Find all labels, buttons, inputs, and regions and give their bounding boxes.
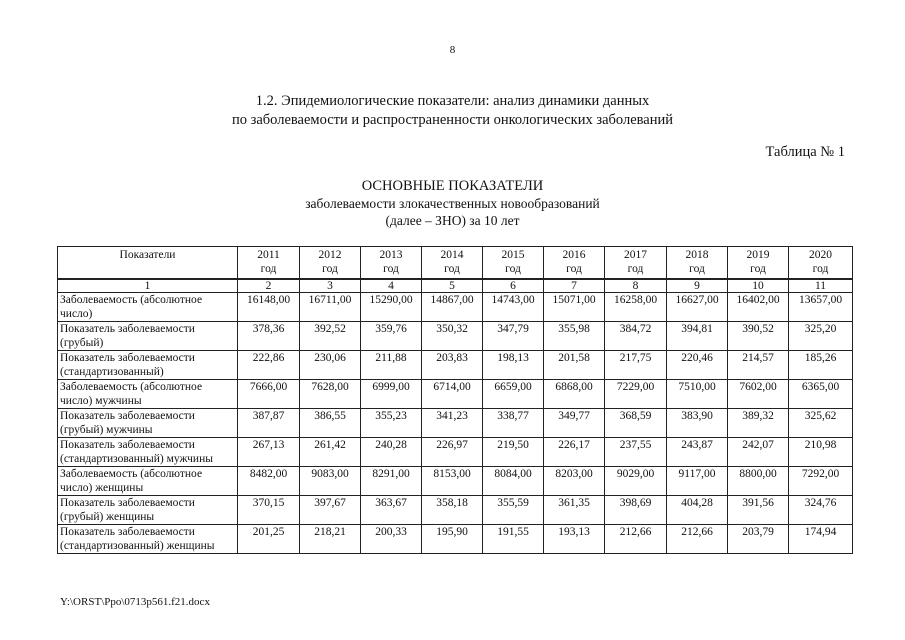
row-value: 7602,00 [728,380,789,409]
row-value: 16402,00 [728,293,789,322]
row-value: 394,81 [667,322,728,351]
row-value: 210,98 [789,438,853,467]
row-value: 203,83 [422,351,483,380]
row-value: 13657,00 [789,293,853,322]
row-value: 240,28 [361,438,422,467]
row-value: 368,59 [605,409,667,438]
row-value: 217,75 [605,351,667,380]
header-year-value: 2016 [562,249,586,261]
row-value: 404,28 [667,496,728,525]
header-year-value: 2018 [685,249,709,261]
header-year [483,247,544,280]
row-value: 6365,00 [789,380,853,409]
row-value: 7229,00 [605,380,667,409]
row-value: 8203,00 [544,467,605,496]
column-number: 9 [667,279,728,293]
table-heading [0,178,905,229]
row-value: 338,77 [483,409,544,438]
row-value: 355,23 [361,409,422,438]
row-value: 14867,00 [422,293,483,322]
row-value: 8084,00 [483,467,544,496]
row-value: 218,21 [300,525,361,554]
row-value: 9117,00 [667,467,728,496]
header-year-value: 2019 [746,249,770,261]
header-year [728,247,789,280]
table-row [58,496,853,525]
header-year-value: 2011 [257,249,280,261]
row-value: 211,88 [361,351,422,380]
row-value: 383,90 [667,409,728,438]
row-value: 243,87 [667,438,728,467]
page-number: 8 [449,44,456,56]
row-label: Заболеваемость (абсолютное число) женщины [58,467,238,496]
header-year-value: 2020 [809,249,832,261]
row-value: 201,58 [544,351,605,380]
header-year-suffix: год [444,263,460,275]
row-label: Показатель заболеваемости (грубый) женщины [58,496,238,525]
header-year [605,247,667,280]
row-value: 325,62 [789,409,853,438]
header-year [238,247,300,280]
header-year-value: 2012 [318,249,342,261]
header-year [300,247,361,280]
footer-file-path: Y:\ORST\Ppo\0713p561.f21.docx [60,596,210,608]
header-year [422,247,483,280]
row-value: 242,07 [728,438,789,467]
header-year-value: 2013 [379,249,403,261]
row-value: 198,13 [483,351,544,380]
column-number: 6 [483,279,544,293]
table-row [58,525,853,554]
row-value: 7628,00 [300,380,361,409]
table-header-row [58,247,853,280]
row-label: Показатель заболеваемости (стандартизованный) мужчины [58,438,238,467]
row-value: 324,76 [789,496,853,525]
row-value: 6714,00 [422,380,483,409]
row-label: Заболеваемость (абсолютное число) мужчины [58,380,238,409]
row-value: 195,90 [422,525,483,554]
header-year-value: 2014 [440,249,464,261]
row-label: Показатель заболеваемости (стандартизованный) женщины [58,525,238,554]
row-value: 370,15 [238,496,300,525]
header-year-suffix: год [566,263,582,275]
section-title-line-2: по заболеваемости и распространенности онкологических заболеваний [231,112,674,128]
row-value: 350,32 [422,322,483,351]
row-value: 16148,00 [238,293,300,322]
row-value: 359,76 [361,322,422,351]
header-year-suffix: год [383,263,399,275]
column-number: 1 [58,279,238,293]
section-title [0,92,905,130]
data-table [57,246,853,554]
row-value: 261,42 [300,438,361,467]
column-number: 4 [361,279,422,293]
column-number: 3 [300,279,361,293]
table-row [58,438,853,467]
row-value: 16258,00 [605,293,667,322]
table-body [58,293,853,554]
header-year-suffix: год [689,263,705,275]
row-value: 9029,00 [605,467,667,496]
table-heading-line-1: ОСНОВНЫЕ ПОКАЗАТЕЛИ [361,178,544,194]
row-label: Показатель заболеваемости (стандартизованный) [58,351,238,380]
row-value: 212,66 [605,525,667,554]
column-number: 2 [238,279,300,293]
row-value: 7666,00 [238,380,300,409]
column-number: 5 [422,279,483,293]
row-value: 355,59 [483,496,544,525]
row-value: 398,69 [605,496,667,525]
row-value: 191,55 [483,525,544,554]
row-value: 8291,00 [361,467,422,496]
header-year [361,247,422,280]
row-value: 203,79 [728,525,789,554]
row-value: 392,52 [300,322,361,351]
header-year [667,247,728,280]
column-number: 8 [605,279,667,293]
row-value: 220,46 [667,351,728,380]
header-year-suffix: год [322,263,338,275]
row-value: 16711,00 [300,293,361,322]
row-value: 347,79 [483,322,544,351]
row-value: 355,98 [544,322,605,351]
header-year-suffix: год [505,263,521,275]
row-label: Заболеваемость (абсолютное число) [58,293,238,322]
row-value: 267,13 [238,438,300,467]
table-row [58,380,853,409]
header-indicators: Показатели [58,247,238,280]
row-value: 193,13 [544,525,605,554]
row-value: 378,36 [238,322,300,351]
row-value: 230,06 [300,351,361,380]
row-value: 361,35 [544,496,605,525]
row-value: 341,23 [422,409,483,438]
row-value: 8153,00 [422,467,483,496]
row-value: 201,25 [238,525,300,554]
row-value: 226,97 [422,438,483,467]
row-value: 214,57 [728,351,789,380]
table-row [58,322,853,351]
table-row [58,293,853,322]
row-value: 384,72 [605,322,667,351]
row-value: 219,50 [483,438,544,467]
row-value: 391,56 [728,496,789,525]
row-value: 15071,00 [544,293,605,322]
row-value: 6999,00 [361,380,422,409]
row-value: 174,94 [789,525,853,554]
row-value: 7510,00 [667,380,728,409]
row-value: 237,55 [605,438,667,467]
section-title-line-1: 1.2. Эпидемиологические показатели: анализ динамики данных [255,93,650,109]
row-value: 363,67 [361,496,422,525]
row-value: 349,77 [544,409,605,438]
row-value: 7292,00 [789,467,853,496]
column-number: 7 [544,279,605,293]
row-value: 397,67 [300,496,361,525]
row-value: 390,52 [728,322,789,351]
row-value: 16627,00 [667,293,728,322]
row-value: 222,86 [238,351,300,380]
table-row [58,351,853,380]
row-value: 387,87 [238,409,300,438]
row-value: 8800,00 [728,467,789,496]
row-value: 212,66 [667,525,728,554]
row-label: Показатель заболеваемости (грубый) мужчины [58,409,238,438]
row-value: 389,32 [728,409,789,438]
row-value: 200,33 [361,525,422,554]
column-number: 11 [789,279,853,293]
row-value: 6659,00 [483,380,544,409]
header-year [544,247,605,280]
table-heading-line-2: заболеваемости злокачественных новообразований [305,196,600,211]
header-year [789,247,853,280]
header-year-suffix: год [750,263,766,275]
row-value: 15290,00 [361,293,422,322]
table-row [58,409,853,438]
column-number-row [58,279,853,293]
row-value: 14743,00 [483,293,544,322]
header-year-value: 2017 [624,249,647,261]
row-value: 226,17 [544,438,605,467]
row-value: 8482,00 [238,467,300,496]
header-year-value: 2015 [501,249,525,261]
row-value: 9083,00 [300,467,361,496]
table-heading-line-3: (далее – ЗНО) за 10 лет [385,213,520,228]
row-value: 325,20 [789,322,853,351]
header-year-suffix: год [627,263,644,275]
row-value: 6868,00 [544,380,605,409]
row-value: 386,55 [300,409,361,438]
table-row [58,467,853,496]
row-value: 185,26 [789,351,853,380]
header-year-suffix: год [812,263,829,275]
row-value: 358,18 [422,496,483,525]
column-number: 10 [728,279,789,293]
table-label: Таблица № 1 [765,144,845,160]
header-year-suffix: год [260,263,277,275]
row-label: Показатель заболеваемости (грубый) [58,322,238,351]
